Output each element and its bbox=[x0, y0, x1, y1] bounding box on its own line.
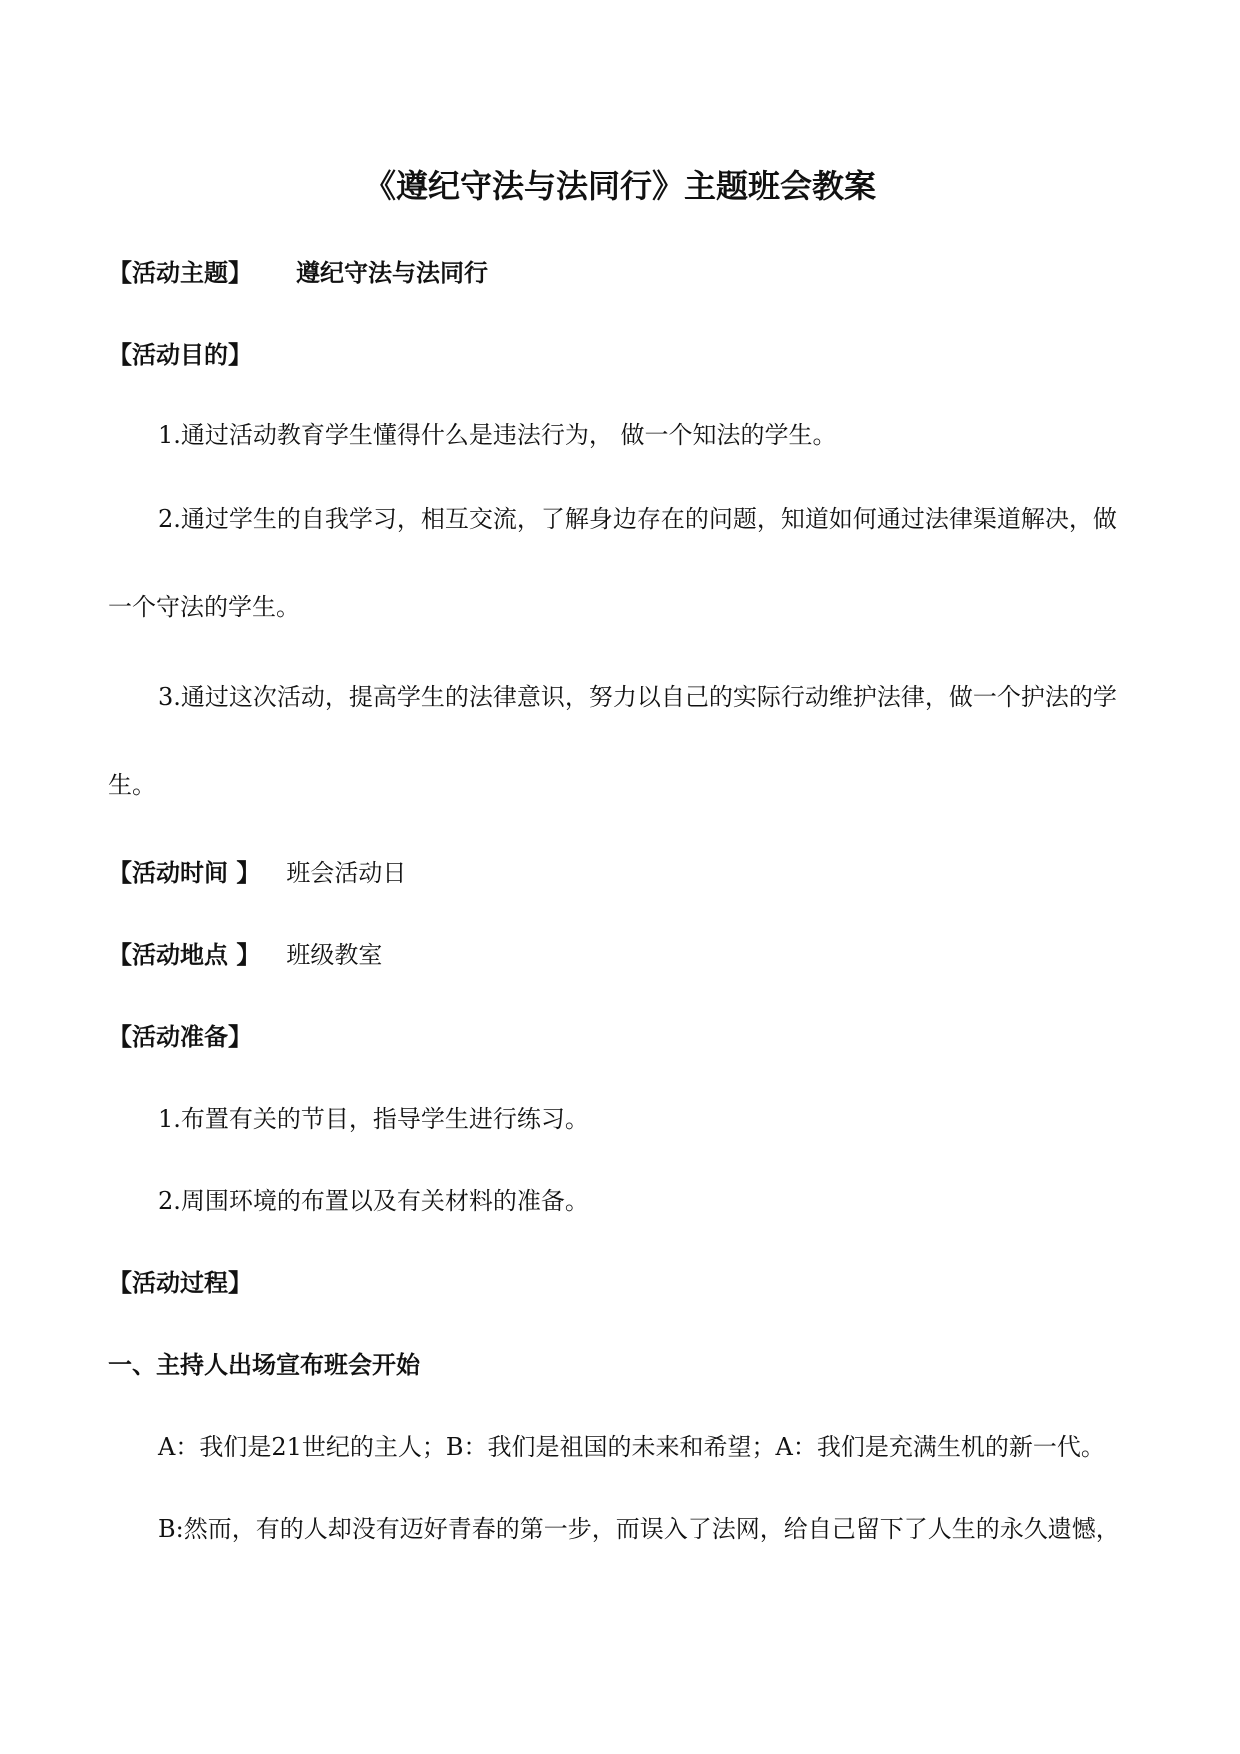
activity-place-label: 【活动地点 】 bbox=[108, 941, 261, 969]
activity-time-label: 【活动时间 】 bbox=[108, 859, 261, 887]
purpose-item-2-line-1: 2.通过学生的自我学习，相互交流，了解身边存在的问题，知道如何通过法律渠道解决，做 bbox=[158, 505, 1117, 533]
activity-theme-row bbox=[108, 256, 1148, 290]
activity-place-value: 班级教室 bbox=[286, 941, 383, 969]
purpose-item-2-line-2: 一个守法的学生。 bbox=[108, 593, 300, 621]
purpose-item-3-line-2: 生。 bbox=[108, 771, 156, 799]
activity-place-row bbox=[108, 938, 1148, 972]
process-dialogue-line-1: A：我们是21世纪的主人；B：我们是祖国的未来和希望；A：我们是充满生机的新一代。 bbox=[158, 1433, 1105, 1461]
activity-process-heading: 【活动过程】 bbox=[108, 1269, 252, 1297]
process-section-1-heading: 一、主持人出场宣布班会开始 bbox=[108, 1351, 420, 1379]
purpose-item-1: 1.通过活动教育学生懂得什么是违法行为， 做一个知法的学生。 bbox=[158, 421, 837, 449]
prep-item-1: 1.布置有关的节目，指导学生进行练习。 bbox=[158, 1105, 589, 1133]
activity-time-value: 班会活动日 bbox=[286, 859, 407, 887]
document-title: 《遵纪守法与法同行》主题班会教案 bbox=[363, 167, 876, 205]
activity-time-row bbox=[108, 856, 1148, 890]
activity-theme-value: 遵纪守法与法同行 bbox=[296, 259, 488, 287]
activity-prep-heading: 【活动准备】 bbox=[108, 1023, 252, 1051]
activity-purpose-heading: 【活动目的】 bbox=[108, 341, 252, 369]
process-dialogue-line-2: B:然而，有的人却没有迈好青春的第一步，而误入了法网，给自己留下了人生的永久遗憾， bbox=[158, 1515, 1120, 1543]
activity-theme-label: 【活动主题】 bbox=[108, 259, 252, 287]
purpose-item-3-line-1: 3.通过这次活动，提高学生的法律意识，努力以自己的实际行动维护法律，做一个护法的学 bbox=[158, 683, 1117, 711]
prep-item-2: 2.周围环境的布置以及有关材料的准备。 bbox=[158, 1187, 589, 1215]
